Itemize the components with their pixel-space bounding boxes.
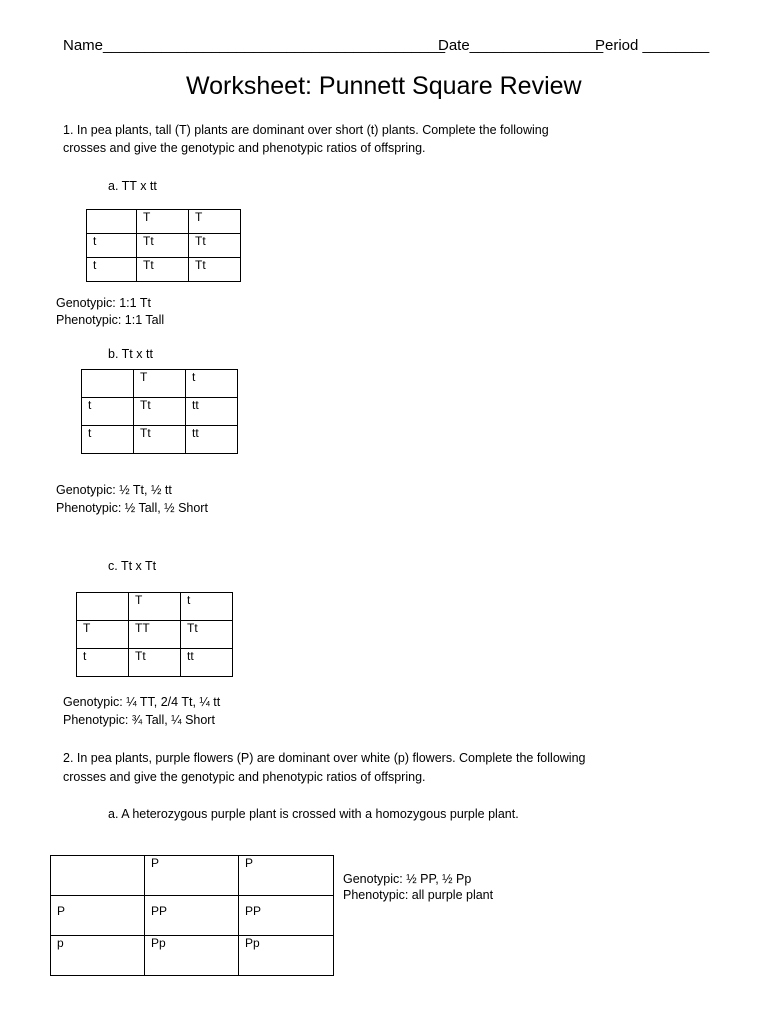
table-cell: T	[77, 621, 129, 649]
q2-prompt-line1: 2. In pea plants, purple flowers (P) are dominant over white (p) flowers. Complete the following	[63, 751, 586, 765]
table-cell: T	[134, 370, 186, 398]
q2a-phenotypic: Phenotypic: all purple plant	[343, 888, 494, 902]
table-cell: t	[82, 398, 134, 426]
table-cell: P	[239, 856, 334, 896]
q1c-genotypic: Genotypic: ¼ TT, 2/4 Tt, ¼ tt	[63, 695, 221, 709]
period-field: Period ________	[595, 37, 710, 54]
table-cell	[82, 370, 134, 398]
table-cell: Tt	[134, 426, 186, 454]
table-cell: t	[186, 370, 238, 398]
table-cell: t	[181, 593, 233, 621]
table-cell: tt	[186, 398, 238, 426]
table-cell: Tt	[134, 398, 186, 426]
table-cell: P	[51, 896, 145, 936]
table-row	[82, 370, 238, 398]
q1b-punnett-square	[81, 369, 238, 454]
table-row	[51, 856, 334, 896]
table-cell: tt	[186, 426, 238, 454]
table-row	[87, 210, 241, 234]
table-cell: Pp	[145, 936, 239, 976]
table-cell: Tt	[137, 258, 189, 282]
table-cell	[87, 210, 137, 234]
q1b-phenotypic: Phenotypic: ½ Tall, ½ Short	[56, 501, 208, 515]
table-row	[87, 258, 241, 282]
q2-prompt-line2: crosses and give the genotypic and phenotypic ratios of offspring.	[63, 770, 426, 784]
table-cell	[77, 593, 129, 621]
q1-prompt-line2: crosses and give the genotypic and phenotypic ratios of offspring.	[63, 141, 426, 155]
name-field: Name_________________________________________	[63, 37, 446, 54]
table-cell: Pp	[239, 936, 334, 976]
table-row	[77, 649, 233, 677]
q1b-genotypic: Genotypic: ½ Tt, ½ tt	[56, 483, 172, 497]
q1a-phenotypic: Phenotypic: 1:1 Tall	[56, 313, 165, 327]
q1a-genotypic: Genotypic: 1:1 Tt	[56, 296, 151, 310]
q2a-label: a. A heterozygous purple plant is crossed with a homozygous purple plant.	[108, 807, 519, 821]
table-cell: t	[87, 258, 137, 282]
q2a-genotypic: Genotypic: ½ PP, ½ Pp	[343, 872, 472, 886]
table-row	[87, 234, 241, 258]
table-cell: TT	[129, 621, 181, 649]
table-cell: p	[51, 936, 145, 976]
table-cell: Tt	[189, 234, 241, 258]
q2a-punnett-square	[50, 855, 334, 976]
table-cell	[51, 856, 145, 896]
q1-prompt-line1: 1. In pea plants, tall (T) plants are dominant over short (t) plants. Complete the following	[63, 123, 549, 137]
q1a-label: a. TT x tt	[108, 179, 157, 193]
q1c-label: c. Tt x Tt	[108, 559, 157, 573]
table-row	[77, 593, 233, 621]
date-field: Date________________	[438, 37, 604, 54]
table-row	[51, 936, 334, 976]
table-cell: Tt	[137, 234, 189, 258]
table-row	[82, 426, 238, 454]
table-cell: PP	[239, 896, 334, 936]
table-cell: t	[77, 649, 129, 677]
q1a-punnett-square	[86, 209, 241, 282]
q1b-label: b. Tt x tt	[108, 347, 153, 361]
table-cell: t	[82, 426, 134, 454]
table-cell: Tt	[129, 649, 181, 677]
q1c-punnett-square	[76, 592, 233, 677]
table-cell: Tt	[189, 258, 241, 282]
table-cell: t	[87, 234, 137, 258]
table-cell: tt	[181, 649, 233, 677]
table-cell: T	[129, 593, 181, 621]
table-row	[82, 398, 238, 426]
q1c-phenotypic: Phenotypic: ¾ Tall, ¼ Short	[63, 713, 215, 727]
table-cell: T	[137, 210, 189, 234]
table-row	[77, 621, 233, 649]
page-title: Worksheet: Punnett Square Review	[186, 72, 582, 100]
table-cell: PP	[145, 896, 239, 936]
table-cell: Tt	[181, 621, 233, 649]
table-row	[51, 896, 334, 936]
table-cell: T	[189, 210, 241, 234]
table-cell: P	[145, 856, 239, 896]
